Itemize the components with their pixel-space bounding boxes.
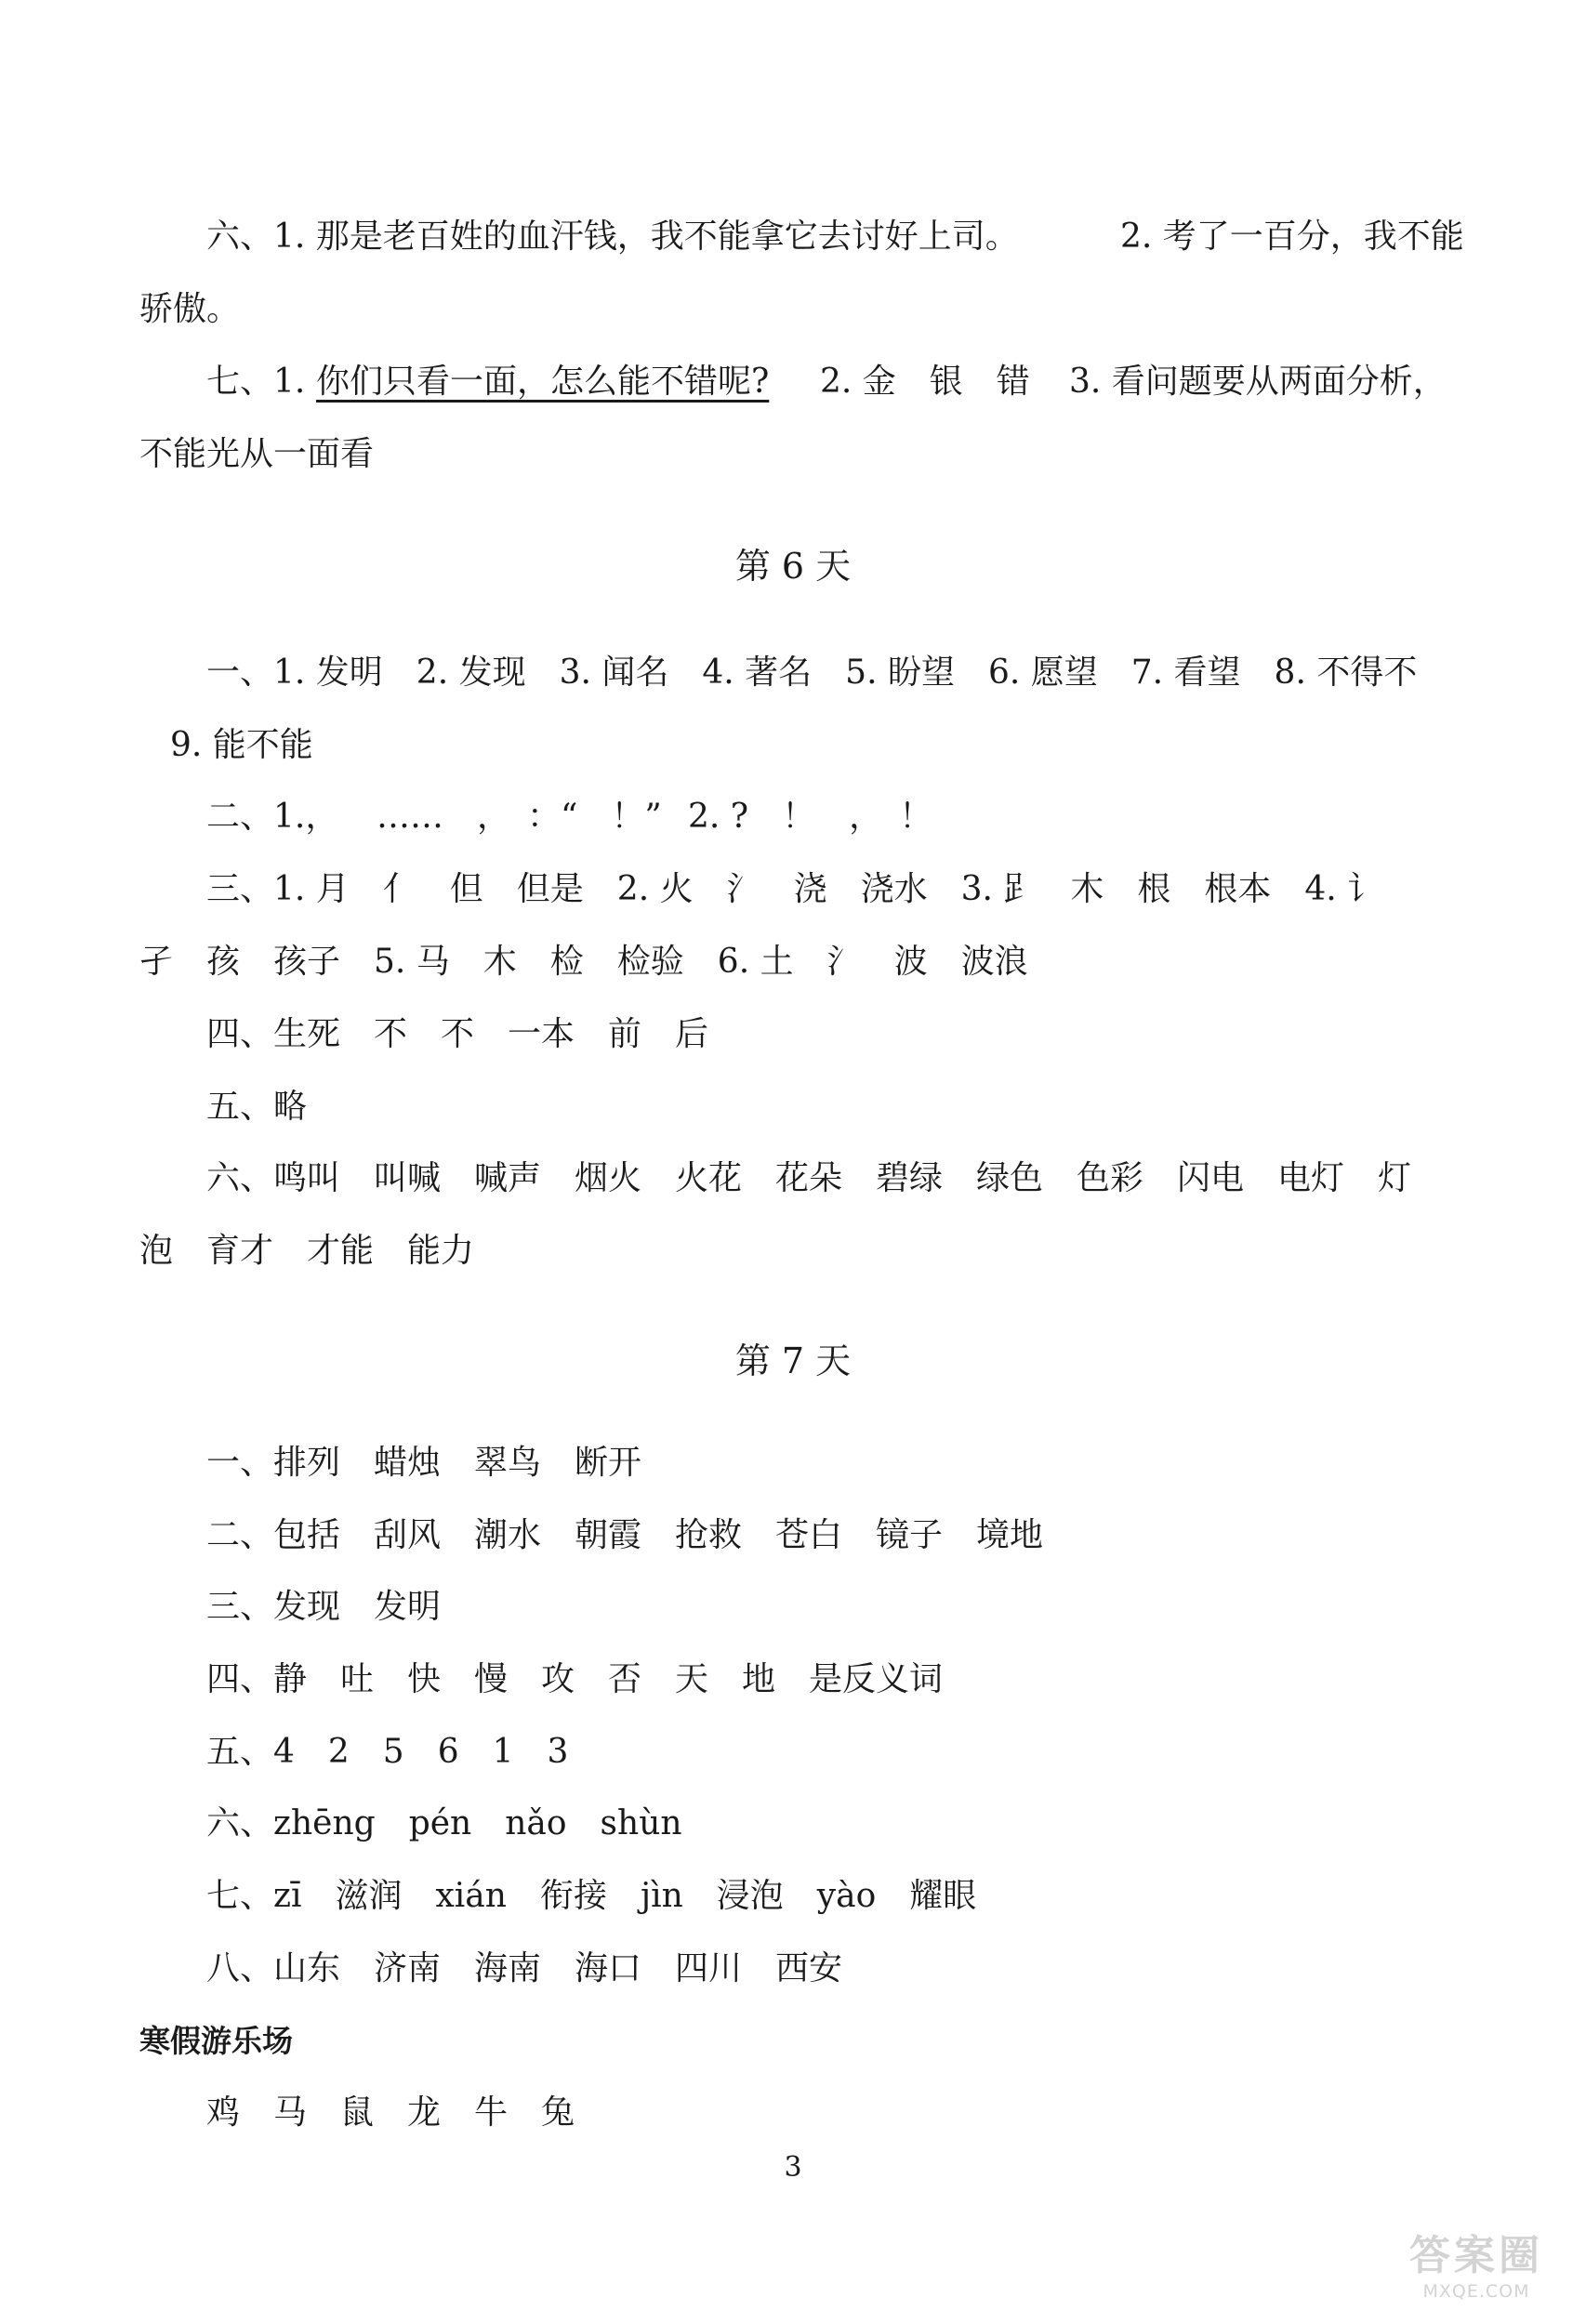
day5-q6-cont: 骄傲。	[139, 290, 241, 328]
day6-q2-marks: …… ， ：“ ！”	[377, 798, 662, 836]
day7-q6: 六、zhēng pén nǎo shùn	[206, 1804, 682, 1842]
day7-q1: 一、排列 蜡烛 翠鸟 断开	[206, 1444, 642, 1482]
day7-q3: 三、发现 发明	[206, 1588, 442, 1626]
day6-q4: 四、生死 不 不 一本 前 后	[206, 1015, 709, 1053]
day5-q6-line2	[0, 273, 1586, 346]
day6-q6-line1	[0, 1142, 1586, 1215]
day6-q1-cont: 9. 能不能	[170, 726, 313, 764]
day6-q6-cont: 泡 育才 才能 能力	[139, 1232, 475, 1270]
day6-q3-line2	[0, 926, 1586, 998]
day5-q7-2: 2. 金 银 错	[820, 363, 1030, 401]
winter-fun-label: 寒假游乐场	[139, 2023, 293, 2059]
day5-q6-part2: 2. 考了一百分，我不能	[1120, 218, 1464, 256]
page-number: 3	[784, 2151, 802, 2184]
day6-q2-prefix: 二、1.，	[206, 798, 339, 836]
day6-q6-line2	[0, 1215, 1586, 1287]
day7-title: 第 7 天	[734, 1340, 852, 1381]
day5-q7-cont: 不能光从一面看	[139, 435, 375, 473]
day6-q6: 六、鸣叫 叫喊 喊声 烟火 火花 花朵 碧绿 绿色 色彩 闪电 电灯 灯	[206, 1159, 1412, 1197]
day6-q2-2: 2. ? ！ ， ！	[688, 798, 933, 836]
day6-q1-line1	[0, 637, 1586, 709]
day5-q7-prefix: 七、1.	[206, 363, 306, 401]
day7-q1-line	[0, 1427, 1586, 1499]
winter-fun-answer-line	[0, 2077, 1586, 2149]
day5-q6-line1	[0, 201, 1586, 273]
day7-q7-line	[0, 1860, 1586, 1933]
day6-q2-line	[0, 781, 1586, 853]
day6-q1-line2	[0, 709, 1586, 782]
day5-q6-part1: 六、1. 那是老百姓的血汗钱，我不能拿它去讨好上司。	[206, 218, 1019, 256]
day5-q7-underlined-sentence: 你们只看一面，怎么能不错呢?	[316, 363, 770, 401]
day7-q5-line	[0, 1716, 1586, 1789]
winter-fun-answer: 鸡 马 鼠 龙 牛 兔	[206, 2093, 575, 2132]
day5-q7-3: 3. 看问题要从两面分析，	[1069, 363, 1447, 401]
day6-q3-line1	[0, 853, 1586, 926]
day7-q6-line	[0, 1788, 1586, 1860]
day7-q2: 二、包括 刮风 潮水 朝霞 抢救 苍白 镜子 境地	[206, 1516, 1044, 1554]
day6-q4-line	[0, 998, 1586, 1071]
day5-q7-line1	[0, 346, 1586, 418]
day6-title: 第 6 天	[734, 546, 852, 587]
day7-q7: 七、zī 滋润 xián 衔接 jìn 浸泡 yào 耀眼	[206, 1877, 977, 1915]
day7-q5: 五、4 2 5 6 1 3	[206, 1733, 569, 1771]
day7-q8-line	[0, 1933, 1586, 2005]
day6-q3: 三、1. 月 亻 但 但是 2. 火 氵 浇 浇水 3. 𧾷 木 根 根本 4. 讠	[206, 870, 1381, 908]
day7-q3-line	[0, 1571, 1586, 1644]
day6-q3-cont: 孑 孩 孩子 5. 马 木 检 检验 6. 土 氵 波 波浪	[139, 943, 1028, 981]
watermark-url: MXQE.COM	[1422, 2281, 1530, 2302]
day6-q5: 五、略	[206, 1088, 308, 1126]
day7-q4: 四、静 吐 快 慢 攻 否 天 地 是反义词	[206, 1660, 944, 1698]
watermark	[1383, 2233, 1569, 2311]
day7-q8: 八、山东 济南 海南 海口 四川 西安	[206, 1949, 843, 1987]
day7-q4-line	[0, 1644, 1586, 1716]
day6-q5-line	[0, 1071, 1586, 1143]
day6-q1: 一、1. 发明 2. 发现 3. 闻名 4. 著名 5. 盼望 6. 愿望 7. 看望 8. 不得不	[206, 654, 1418, 692]
day7-q2-line	[0, 1499, 1586, 1572]
watermark-logo: 答案圈	[1409, 2232, 1543, 2279]
day5-q7-line2	[0, 418, 1586, 491]
